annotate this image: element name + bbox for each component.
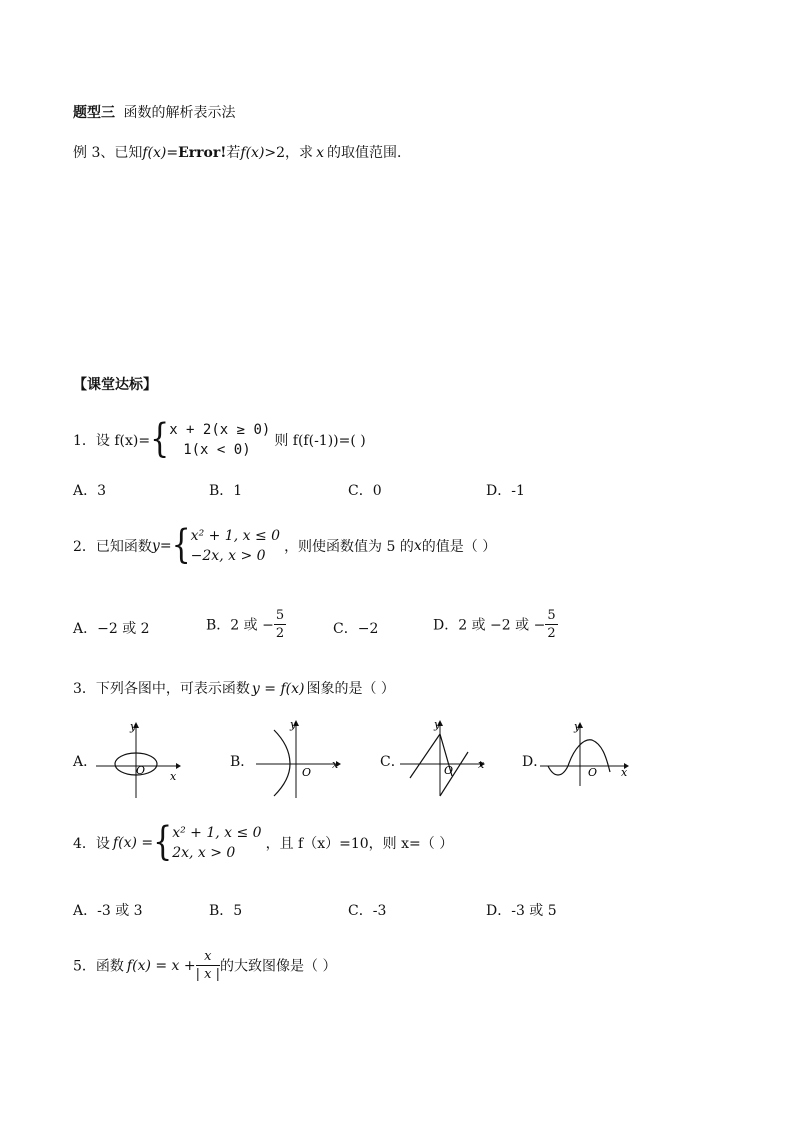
q2-option-c: C．−2 xyxy=(333,621,379,637)
section-heading xyxy=(73,102,235,122)
q4-case-2: 2x, x > 0 xyxy=(172,845,236,861)
q4-brace: { xyxy=(153,819,173,866)
q3-suffix: 图象的是（ ） xyxy=(306,681,395,697)
q3-label-b: B． xyxy=(230,754,255,770)
exercise-heading: 【课堂达标】 xyxy=(73,377,157,393)
q3-graph-c xyxy=(396,716,488,802)
q4-piecewise xyxy=(172,823,261,863)
q1-option-a: A．3 xyxy=(73,483,107,499)
q2-var: x xyxy=(413,538,422,554)
q2-option-b-fraction xyxy=(274,607,286,642)
example-fx: f(x) xyxy=(142,145,167,161)
question-2 xyxy=(73,522,497,569)
origin-label: O xyxy=(302,766,312,779)
question-1 xyxy=(73,416,366,463)
question-5 xyxy=(73,948,336,983)
q2-suffix: 的值是（ ） xyxy=(421,539,497,555)
q4-prefix: 4．设 xyxy=(73,836,110,852)
fraction-denominator: 2 xyxy=(275,626,285,641)
question-4 xyxy=(73,819,454,866)
wave-curve xyxy=(548,740,610,775)
q2-piecewise xyxy=(191,526,280,566)
q4-option-c: C．-3 xyxy=(348,903,387,919)
q1-option-c: C．0 xyxy=(348,483,382,499)
example-eq: = xyxy=(166,145,179,161)
origin-label: O xyxy=(136,764,146,777)
q3-label-d: D． xyxy=(522,754,548,770)
q2-case-2: −2x, x > 0 xyxy=(190,548,266,564)
y-label: y xyxy=(290,718,297,731)
question-3 xyxy=(73,678,395,698)
q2-y: y xyxy=(151,538,160,554)
q1-option-d: D．-1 xyxy=(486,483,525,499)
q2-option-b xyxy=(206,607,286,642)
example-fx2: f(x) xyxy=(240,145,265,161)
q3-graph-d xyxy=(536,716,632,788)
q4-fx: f(x) = xyxy=(112,835,154,851)
x-label: x xyxy=(332,758,339,771)
q1-suffix: 则 f(f(-1))=( ) xyxy=(274,433,366,449)
q4-option-d: D．-3 或 5 xyxy=(486,903,557,919)
x-label: x xyxy=(170,770,177,783)
fraction-denominator: 2 xyxy=(547,626,556,641)
q2-option-d xyxy=(433,607,558,642)
q1-brace: { xyxy=(150,416,170,463)
y-label: y xyxy=(574,720,581,733)
q4-option-a: A．-3 或 3 xyxy=(73,903,143,919)
q4-suffix: ，且 f（x）=10，则 x=（ ） xyxy=(265,836,454,852)
q1-piecewise xyxy=(169,420,270,460)
example-mid: 若 xyxy=(226,145,241,161)
y-label: y xyxy=(130,720,137,733)
q5-suffix: 的大致图像是（ ） xyxy=(220,958,337,975)
segment-upper xyxy=(410,734,440,778)
example-var: x xyxy=(316,145,324,161)
q2-option-a: A．−2 或 2 xyxy=(73,621,150,637)
fraction-numerator: x xyxy=(196,948,220,966)
q2-case-1: x² + 1, x ≤ 0 xyxy=(190,528,281,544)
q1-prefix: 1．设 f(x)= xyxy=(73,433,151,449)
section-title: 题型三 xyxy=(73,105,115,121)
q5-prefix: 5．函数 xyxy=(73,958,124,975)
origin-label: O xyxy=(444,764,454,777)
x-label: x xyxy=(621,766,628,779)
fraction-numerator: 5 xyxy=(547,608,556,623)
q2-option-d-text: D．2 或 −2 或 − xyxy=(433,617,546,634)
example-3 xyxy=(73,142,411,162)
parabola-curve xyxy=(274,730,290,796)
q2-mid: ，则使函数值为 5 的 xyxy=(284,539,414,555)
q2-brace: { xyxy=(171,522,191,569)
q2-option-b-text: B．2 或 − xyxy=(206,617,274,634)
fraction-numerator: 5 xyxy=(275,608,285,623)
x-label: x xyxy=(478,758,485,771)
q5-func: f(x) = x + xyxy=(126,957,196,974)
fraction-denominator: | x | xyxy=(195,967,220,982)
q3-graph-a xyxy=(92,718,182,802)
q1-case-1: x + 2(x ≥ 0) xyxy=(169,422,271,438)
origin-label: O xyxy=(588,766,598,779)
example-suffix: 的取值范围． xyxy=(326,145,411,161)
q3-label-a: A． xyxy=(73,754,98,770)
section-subtitle: 函数的解析表示法 xyxy=(123,105,236,121)
q5-fraction xyxy=(196,948,220,983)
q2-option-d-fraction xyxy=(545,607,557,642)
q3-prefix: 3．下列各图中，可表示函数 xyxy=(73,681,250,697)
example-error: Error! xyxy=(178,145,227,161)
q3-label-c: C． xyxy=(380,754,405,770)
q2-prefix: 2．已知函数 xyxy=(73,539,152,555)
q4-option-b: B．5 xyxy=(209,903,243,919)
example-cond: >2，求 xyxy=(264,145,314,161)
q3-graph-b xyxy=(252,716,344,802)
q4-case-1: x² + 1, x ≤ 0 xyxy=(172,825,262,841)
example-prefix: 例 3、已知 xyxy=(73,145,143,161)
q1-case-2: 1(x < 0) xyxy=(183,442,251,458)
q3-func: y = f(x) xyxy=(251,681,305,697)
x-arrow-icon xyxy=(176,763,181,769)
q1-option-b: B．1 xyxy=(209,483,243,499)
q2-eq: = xyxy=(159,538,172,554)
y-label: y xyxy=(434,718,441,731)
